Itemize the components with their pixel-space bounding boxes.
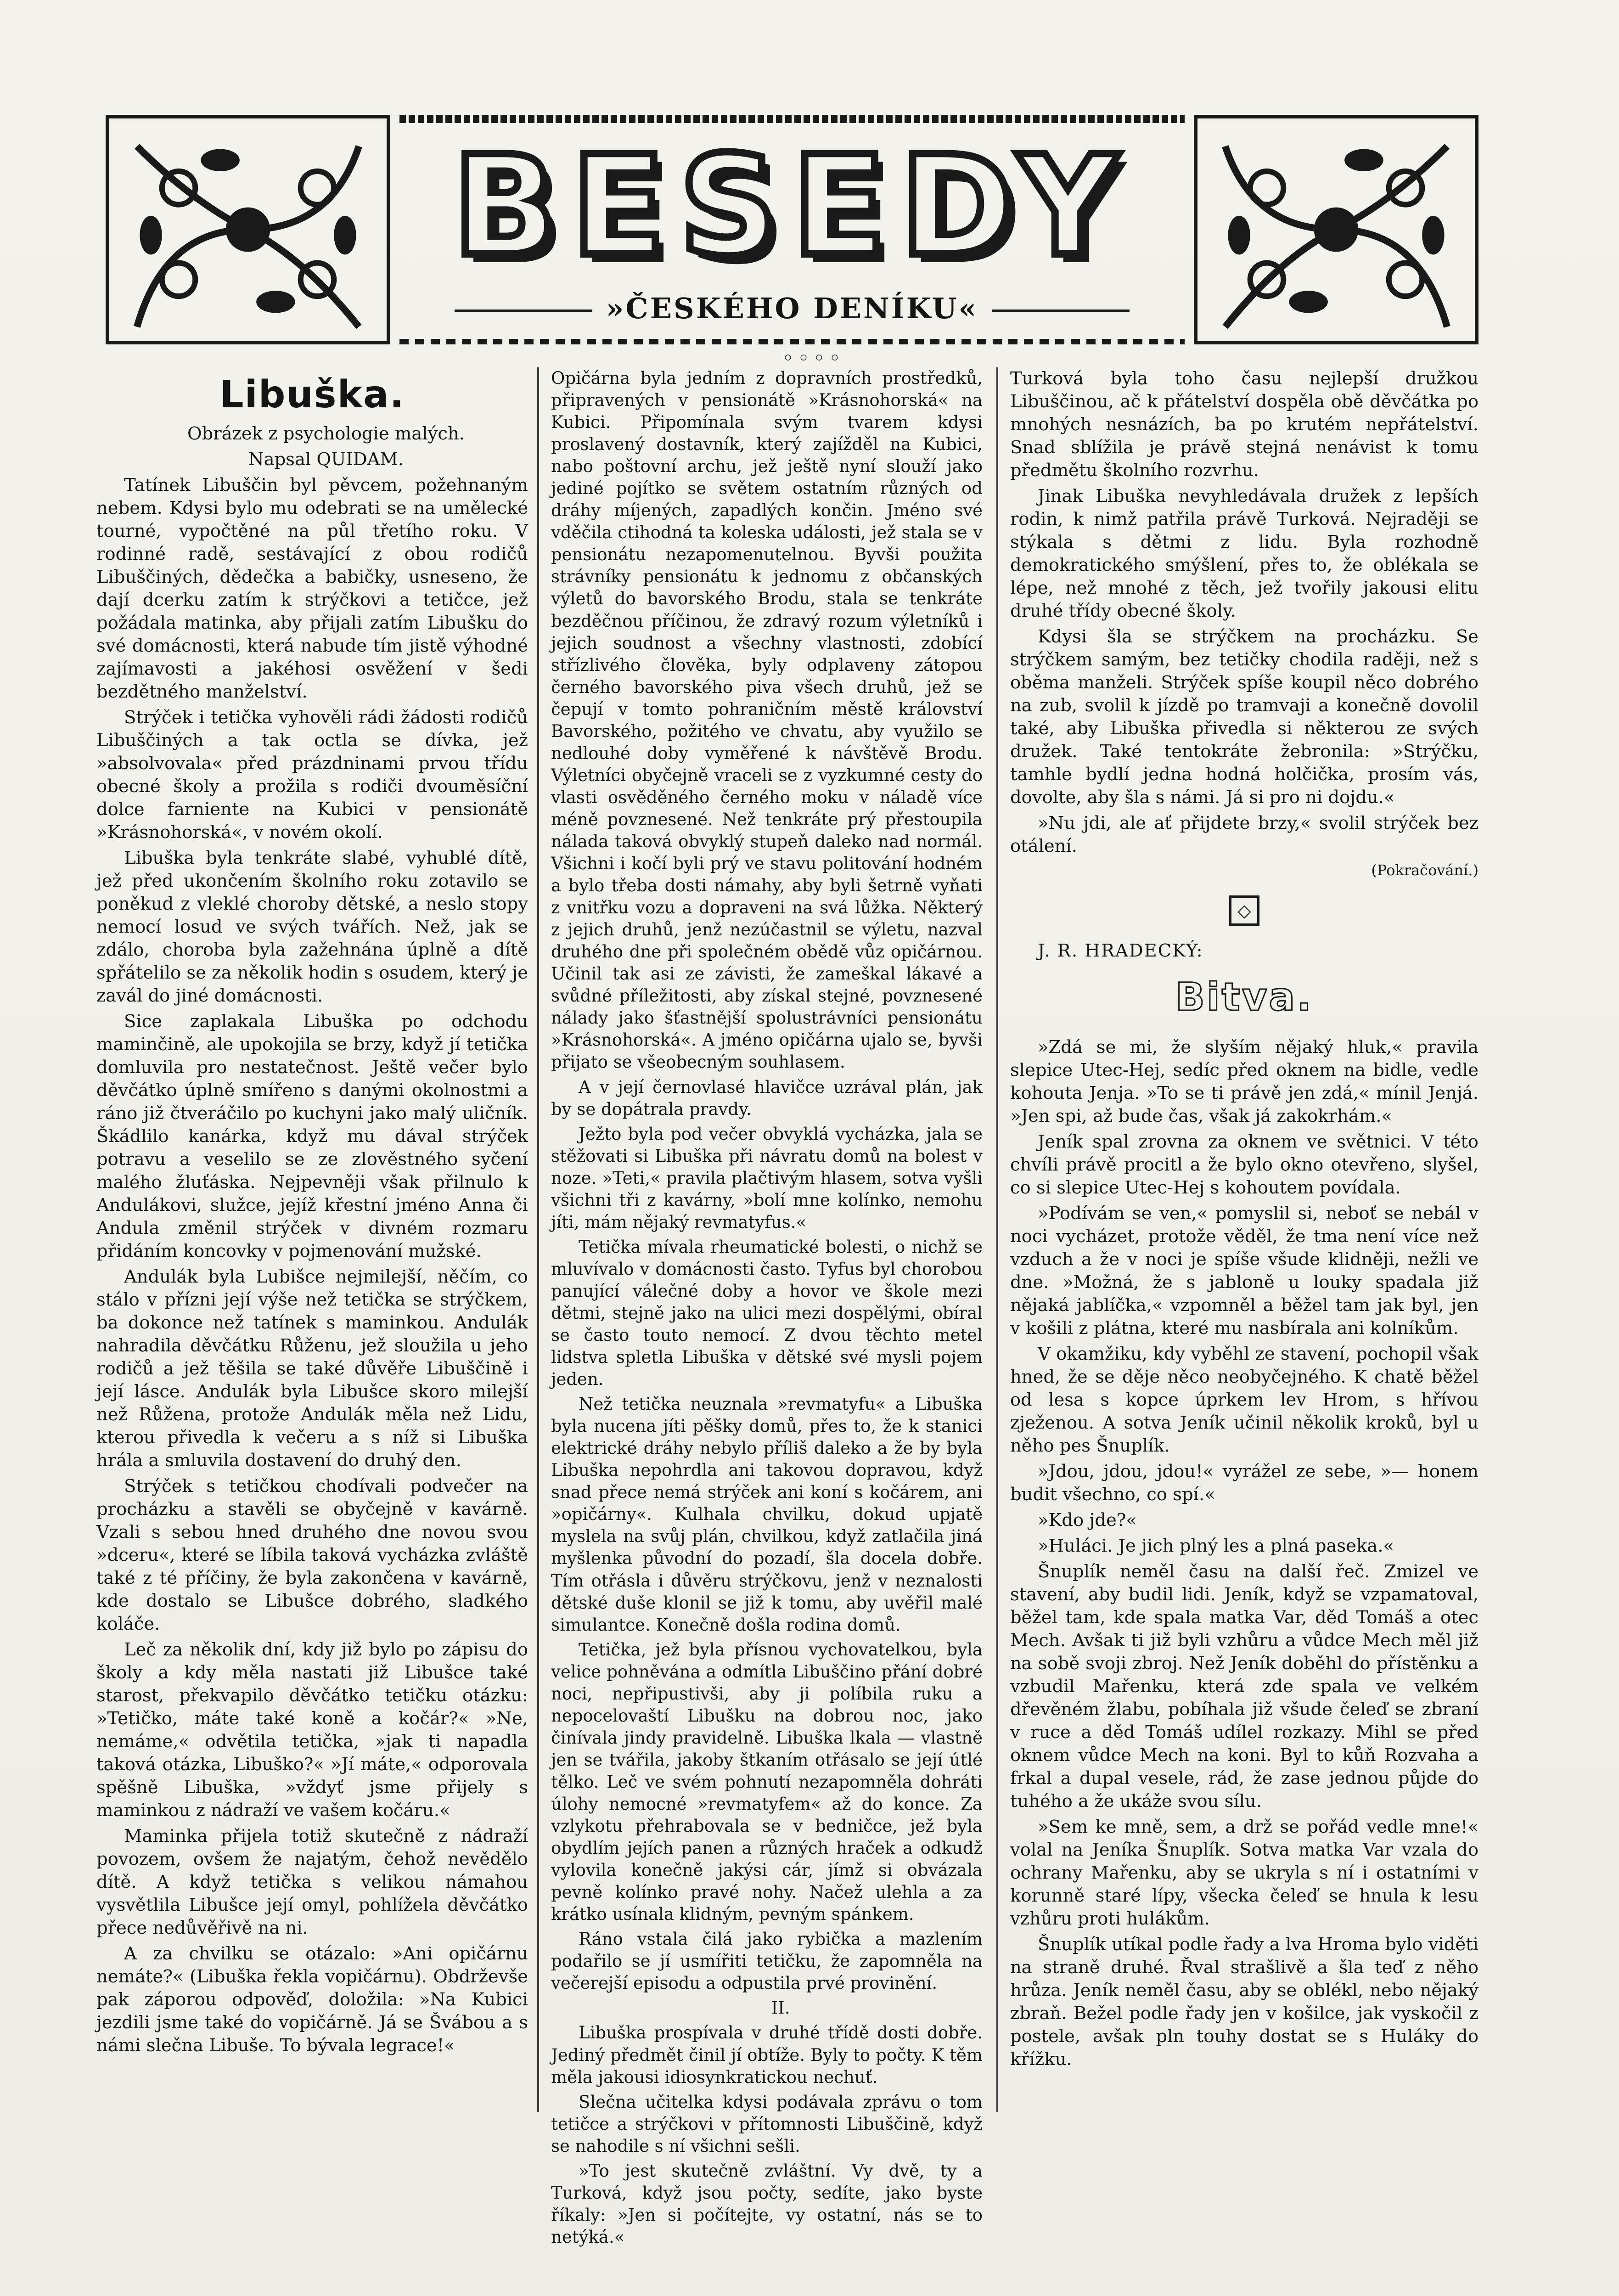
column-1	[96, 367, 528, 2060]
paragraph: Šnuplík utíkal podle řady a lva Hroma bylo viděti na straně druhé. Řval strašlivě a šla teď z něho hrůza. Jeník neměl času, aby se oblékl, nebo nějaký zbraň. Bežel podle řady jen v košilce, jak vyskočil z postele, avšak pln touhy dostat se s Huláky do křížku.	[1010, 1934, 1478, 2070]
story-author: Napsal QUIDAM.	[248, 449, 404, 470]
column-divider	[996, 367, 998, 2112]
paragraph: Opičárna byla jedním z dopravních prostředků, připravených v pensionátě »Krásnohorská« na Kubici. Připomínala svým tvarem kdysi proslavený dostavník, který zajížděl na Kubici, nabo poštovní archu, jež ještě nyní slouží jako jediné pojítko se světem ostatním různých od dráhy míjených, zapadlých končin. Jméno své vděčila ctihodná ta koleska události, jež stala se v pensionátu nezapomenutelnou. Byvši použita strávníky pensionátu k jednomu z občanských výletů do bavorského Brodu, stala se tenkráte bezděčnou příčinou, že zdravý rozum výletníků i jejich soudnost a všechny vlastnosti, zdobící střízlivého člověka, byly odplaveny zátopou černého bavorského piva všech druhů, jež se čepují v tomto pohraničním městě království Bavorského, požitého ve chvatu, aby využilo se nedlouhé doby vyměřené k návštěvě Brodu. Výletníci obyčejně vraceli se z vyzkumné cesty do vlasti osvěděného černého moku v náladě více méně povznesené. Než tenkráte prý přestoupila nálada taková obvyklý stupeň daleko nad normál. Všichni i kočí byli prý ve stavu politování hodném a bylo třeba dosti námahy, aby byli šetrně vyňati z vnitřku vozu a dopraveni na svá lůžka. Některý z jejich druhů, jenž nezúčastnil se výletu, nazval druhého dne při společném obědě vůz opičárnou. Učinil tak asi ze závisti, že zameškal lákavé a svůdné příležitosti, aby získal stejné, povznesené nálady jako šťastnější spolustrávníci pensionátu »Krásnohorská«. A jméno opičárna ujalo se, byvši přijato se všeobecným souhlasem.	[551, 368, 983, 1072]
paragraph: »Nu jdi, ale ať přijdete brzy,« svolil strýček bez otálení.	[1010, 813, 1478, 856]
paragraph: V okamžiku, kdy vyběhl ze stavení, pochopil však hned, že se děje něco neobyčejného. K chatě běžel od lesa s kopce úprkem lev Hrom, s hřívou zježenou. A sotva Jeník učinil několik kroků, byl u něho pes Šnuplík.	[1010, 1344, 1478, 1456]
paragraph: Než tetička neuznala »revmatyfu« a Libuška byla nucena jíti pěšky domů, přes to, že k stanici elektrické dráhy nebylo příliš daleko a že by byla Libuška nepohrdla ani takovou dopravou, když snad přece nemá strýček ani koní s kočárem, ani »opičárny«. Kulhala chvilku, dokud upjatě myslela na svůj plán, chvilkou, když zatlačila jiná myšlenka původní do pozadí, šla docela dobře. Tím otřásla i důvěru strýčkovu, jenž v neznalosti dětské duše klonil se již k tomu, aby uvěřil malé simulantce. Konečně došla rodina domů.	[551, 1394, 983, 1635]
paragraph: Tetička, jež byla přísnou vychovatelkou, byla velice pohněvána a odmítla Libuščino přání dobré noci, nepřipustivši, aby ji políbila ruku a nepocelovaští Libušku na dobrou noc, jako činívala jindy pravidelně. Libuška lkala — vlastně jen se tvářila, jakoby štkaním otřásalo se její útlé tělko. Leč ve svém pohnutí nezapomněla dohráti úlohy nemocné »revmatyfem« až do konce. Za vzlykotu přehrabovala se v bedničce, jež byla obydlím jejích panen a různých hraček a odkudž vylovila konečně jakýsi cár, jímž si obvázala pevně kolínko pravé nohy. Načež ulehla a za krátko usínala klidným, pevným spánkem.	[551, 1639, 983, 1925]
paragraph: A za chvilku se otázalo: »Ani opičárnu nemáte?« (Libuška řekla vopičárnu). Obdrževše pak záporou odpověď, doložila: »Na Kubici jezdili jsme také do vopičárně. Já se Švábou a s námi slečna Libuše. To bývala legrace!«	[96, 1943, 528, 2056]
paragraph: Tetička mívala rheumatické bolesti, o nichž se mluvívalo v domácnosti často. Tyfus byl chorobou panující válečné doby a hovor ve škole mezi dětmi, stejně jako na ulici mezi dospělými, obíral se často touto nemocí. Z dvou těchto metel lidstva spletla Libuška v dětské své mysli pojem jeden.	[551, 1237, 983, 1390]
story-title: Bitva.	[1175, 974, 1314, 1019]
continued-note: (Pokračování.)	[1371, 861, 1478, 879]
story-author: J. R. HRADECKÝ:	[1038, 940, 1203, 961]
column-2	[551, 367, 983, 2251]
paragraph: »Huláci. Je jich plný les a plná paseka.«	[1038, 1536, 1394, 1556]
paragraph: »Jdou, jdou, jdou!« vyrážel ze sebe, »— honem budit všechno, co spí.«	[1010, 1461, 1478, 1505]
diamond-ornament-icon: ◇	[1229, 895, 1259, 926]
paragraph: »Zdá se mi, že slyším nějaký hluk,« pravila slepice Utec-Hej, sedíc před oknem na bidle, vedle kohouta Jenja. »To se ti právě jen zdá,« mínil Jenjá. »Jen spi, až bude čas, však já zakokrhám.«	[1010, 1037, 1478, 1126]
paragraph: Jeník spal zrovna za oknem ve světnici. V této chvíli právě procitl a že bylo okno otevřeno, slyšel, co si slepice Utec-Hej s kohoutem povídala.	[1010, 1131, 1478, 1198]
paragraph: Strýček s tetičkou chodívali podvečer na procházku a stavěli se obyčejně v kavárně. Vzali s sebou hned druhého dne novou svou »dceru«, které se líbila taková vycházka zvláště také z té příčiny, že byla zakončena v kavárně, kde dostalo se Libušce dobrého, sladkého koláče.	[96, 1476, 528, 1634]
section-heading: II.	[771, 1998, 790, 2018]
paragraph: Jinak Libuška nevyhledávala družek z lepších rodin, k nimž patřila právě Turková. Nejraději se stýkala s dětmi z lidu. Byla rozhodně demokratického smýšlení, přes to, že oblékala se lépe, než mnohé z těch, jež tvořily jakousi elitu druhé třídy obecné školy.	[1010, 486, 1478, 621]
paragraph: »Podívám se ven,« pomyslil si, neboť se nebál v noci vycházet, protože věděl, že tma není více než vzduch a že v noci je spíše všude klidněji, nežli ve dne. »Možná, že s jabloně u louky spadala již nějaká jablíčka,« vzpomněl a běžel tam jak byl, jen v košili z plátna, které mu nasbírala ani kolníkům.	[1010, 1203, 1478, 1339]
column-3	[1010, 367, 1478, 2074]
paragraph: »Kdo jde?«	[1038, 1510, 1137, 1531]
paragraph: A v její černovlasé hlavičce uzrával plán, jak by se dopátrala pravdy.	[551, 1077, 983, 1119]
paragraph: Libuška byla tenkráte slabé, vyhublé dítě, jež před ukončením školního roku zotavilo se poněkud z vleklé choroby dětské, a neslo stopy nemocí losud ve svých tvářích. Než, jak se zdálo, choroba byla zažehnána úplně a dítě spřátelilo se za několik hodin s osudem, který je zavál do jiné domácnosti.	[96, 848, 528, 1006]
paragraph: Šnuplík neměl času na další řeč. Zmizel ve stavení, aby budil lidi. Jeník, když se vzpamatoval, běžel tam, kde spala matka Var, děd Tomáš a otec Mech. Avšak ti již byli vzhůru a vůdce Mech měl již na sobě svoji zbroj. Než Jeník doběhl do přístěnku a vzbudil Mařenku, která zde spala ve velkém dřevěném žlabu, pobíhala již všude čeleď se zbraní v ruce a děd Tomáš udílel rozkazy. Mihl se před oknem vůdce Mech na koni. Byl to kůň Rozvaha a frkal a dupal vesele, rád, že zase jednou půjde do tuhého a že ukáže svou sílu.	[1010, 1561, 1478, 1812]
story-subtitle: Obrázek z psychologie malých.	[187, 423, 465, 444]
paragraph: Slečna učitelka kdysi podávala zprávu o tom tetičce a strýčkovi v přítomnosti Libuščině, když se nahodile s ní všichni sešli.	[551, 2092, 983, 2156]
paragraph: Ráno vstala čilá jako rybička a mazlením podařilo se jí usmířiti tetičku, že zapomněla na večerejší episodu a odpustila prvé provinění.	[551, 1929, 983, 1993]
masthead-title: BESEDY	[452, 126, 1132, 287]
paragraph: Maminka přijela totiž skutečně z nádraží povozem, ovšem že najatým, čehož nevědělo dítě. A když tetička s velikou námahou vysvětlila Libušce její omyl, pohlížela děvčátko přece nedůvěřivě na ni.	[96, 1826, 528, 1938]
paragraph: Ježto byla pod večer obvyklá vycházka, jala se stěžovati si Libuška při návratu domů na bolest v noze. »Teti,« pravila plačtivým hlasem, sotva vyšli všichni tři z kavárny, »bolí mne kolínko, nemohu jíti, mám nějaký revmatyfus.«	[551, 1124, 983, 1232]
paragraph: Kdysi šla se strýčkem na procházku. Se strýčkem samým, bez tetičky chodila raději, než s oběma manželi. Strýček spíše koupil něco dobrého na zub, svolil k jízdě po tramvaji a konečně dovolil také, aby Libuška přivedla si některou ze svých družek. Také tentokráte žebronila: »Strýčku, tamhle bydlí jedna hodná holčička, prosím vás, dovolte, aby šla s námi. Já si pro ni dojdu.«	[1010, 626, 1478, 808]
right-floral-ornament-icon	[1194, 115, 1478, 344]
left-floral-ornament-icon	[106, 115, 390, 344]
paragraph: Libuška prospívala v druhé třídě dosti dobře. Jediný předmět činil jí obtíže. Byly to počty. K těm měla jakousi idiosynkratickou nechuť.	[551, 2023, 983, 2087]
paragraph: Sice zaplakala Libuška po odchodu maminčině, ale upokojila se brzy, když jí tetička domluvila pro nestatečnost. Ještě večer bylo děvčátko úplně smířeno s danými okolnostmi a ráno již čtveráčilo po kuchyni jako malý uličník. Škádlilo kanárka, když mu dával strýček potravu a veselilo se ze zlověstného syčení malého žluťáska. Nejpevněji však přilnulo k Andulákovi, služce, jejíž křestní jméno Anna či Andula změnil strýček v divném rozmaru přidáním koncovky v pojmenování mužské.	[96, 1011, 528, 1261]
paragraph: Tatínek Libuščin byl pěvcem, požehnaným nebem. Kdysi bylo mu odebrati se na umělecké tourné, vypočtěné na půl třetího roku. V rodinné radě, sestávající z obou rodičů Libuščiných, dědečka a babičky, usneseno, že dají dcerku zatím k strýčkovi a tetičce, jež požádala matinka, aby přijali zatím Libušku do své domácnosti, která nabude tím jistě výhodné zajímavosti a jakéhosi osvěžení v šedi bezdětného manželství.	[96, 475, 528, 702]
paragraph: »To jest skutečně zvláštní. Vy dvě, ty a Turková, když jsou počty, sedíte, jako byste říkaly: »Jen si počítejte, vy ostatní, nás se to netýká.«	[551, 2161, 983, 2247]
story-title: Libuška.	[219, 373, 405, 416]
paragraph: Andulák byla Lubišce nejmilejší, něčím, co stálo v přízni její výše než tetička se strýčkem, ba dokonce než tatínek s maminkou. Andulák nahradila děvčátku Růženu, jež sloužila u jeho rodičů a jež těšila se také důvěře Libuščině i její lásce. Andulák byla Libušce skoro milejší než Růžena, protože Andulák měla než Lidu, kterou přivedla k večeru a s níž si Libuška hrála a smluvila dostavení do druhý den.	[96, 1266, 528, 1471]
masthead-subtitle: »ČESKÉHO DENÍKU«	[399, 292, 1185, 325]
masthead-bottom-rule	[399, 339, 1185, 344]
paragraph: »Sem ke mně, sem, a drž se pořád vedle mne!« volal na Jeníka Šnuplík. Sotva matka Var vzala do ochrany Mařenku, aby se ukryla s ní i ostatními v korunně staré lípy, všecka čeleď se hnula k lesu vzhůru proti hulákům.	[1010, 1817, 1478, 1929]
masthead-dots: ◦◦◦◦	[782, 347, 844, 370]
paragraph: Strýček i tetička vyhověli rádi žádosti rodičů Libuščiných a tak octla se dívka, jež »absolvovala« před prázdninami prvou třídu obecné školy a prožila s rodiči dvouměsíční dolce farniente na Kubici v pensionátě »Krásnohorská«, v novém okolí.	[96, 707, 528, 843]
paragraph: Leč za několik dní, kdy již bylo po zápisu do školy a kdy měla nastati již Libušce také starost, překvapilo děvčátko tetičku otázku: »Tetičko, máte také koně a kočár?« »Ne, nemáme,« odvětila tetička, »jak ti napadla taková otázka, Libuško?« »Jí máte,« odporovala spěšně Libuška, »vždyť jsme přijely s maminkou z nádraží ve vašem kočáru.«	[96, 1639, 528, 1821]
masthead	[106, 115, 1478, 349]
section-divider	[1010, 895, 1478, 926]
masthead-top-rule	[399, 115, 1185, 123]
column-divider	[537, 367, 539, 2112]
paragraph: Turková byla toho času nejlepší družkou Libuščinou, ač k přátelství dospěla obě děvčátka po mnohých nesnázích, ba po krutém nepřátelství. Snad sblížila je právě stejná nenávist k tomu předmětu školního rozvrhu.	[1010, 368, 1478, 481]
